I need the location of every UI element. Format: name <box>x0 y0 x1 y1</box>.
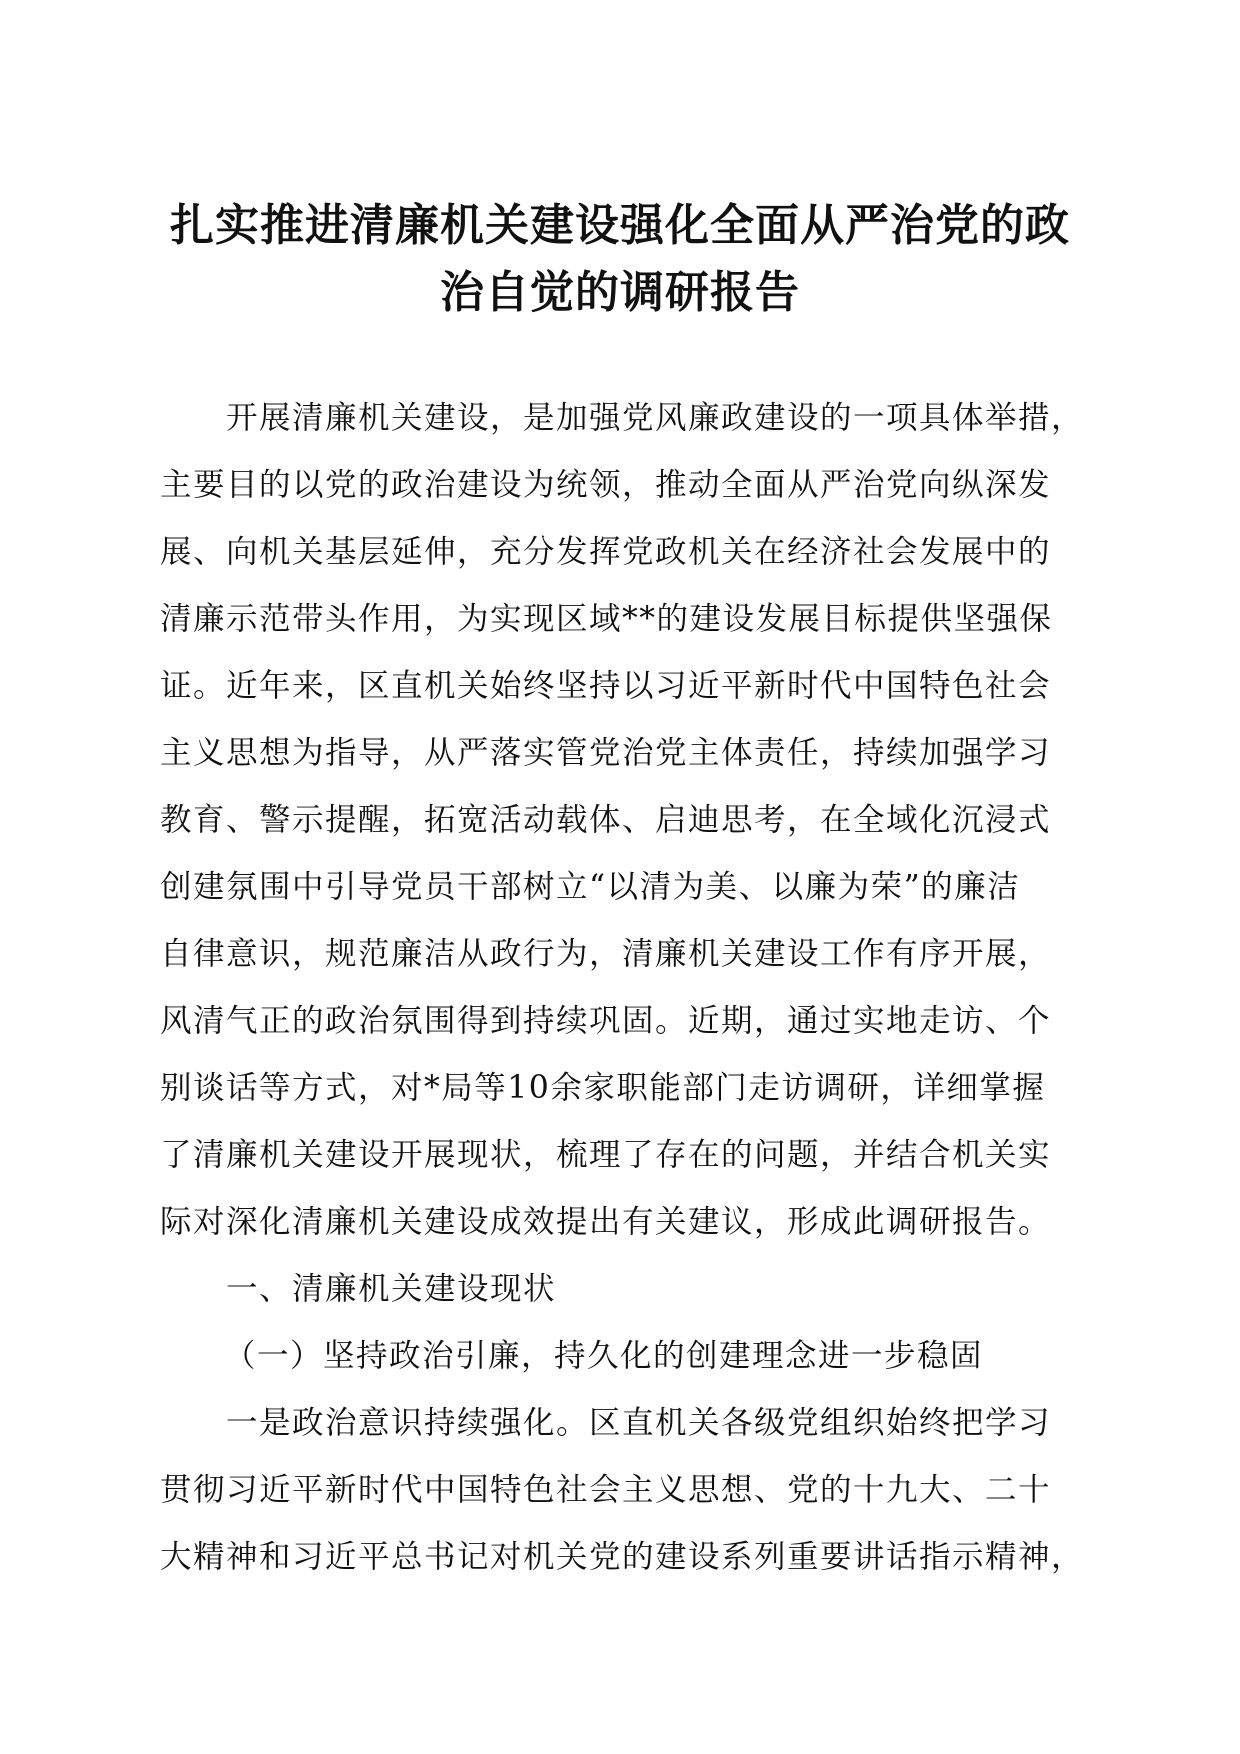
paragraph-line: 了清廉机关建设开展现状，梳理了存在的问题，并结合机关实 <box>160 1137 1052 1173</box>
paragraph-line: 大精神和习近平总书记对机关党的建设系列重要讲话指示精神， <box>160 1539 1085 1575</box>
paragraph-line: 创建氛围中引导党员干部树立“以清为美、以廉为荣”的廉洁 <box>160 869 1021 905</box>
document-title <box>150 192 1090 326</box>
paragraph-line: 一是政治意识持续强化。区直机关各级党组织始终把学习 <box>226 1405 1052 1441</box>
paragraph-line: 主义思想为指导，从严落实管党治党主体责任，持续加强学习 <box>160 735 1052 771</box>
paragraph-line: 清廉示范带头作用，为实现区域**的建设发展目标提供坚强保 <box>160 601 1053 637</box>
paragraph-line: 开展清廉机关建设，是加强党风廉政建设的一项具体举措， <box>226 400 1085 436</box>
paragraph-line: 证。近年来，区直机关始终坚持以习近平新时代中国特色社会 <box>160 668 1052 704</box>
section-heading: 一、清廉机关建设现状 <box>226 1271 557 1307</box>
paragraph-line: 自律意识，规范廉洁从政行为，清廉机关建设工作有序开展， <box>160 936 1052 972</box>
paragraph-line: 贯彻习近平新时代中国特色社会主义思想、党的十九大、二十 <box>160 1472 1052 1508</box>
paragraph-line: 教育、警示提醒，拓宽活动载体、启迪思考，在全域化沉浸式 <box>160 802 1052 838</box>
paragraph-line: 别谈话等方式，对*局等10余家职能部门走访调研，详细掌握 <box>160 1070 1046 1106</box>
subsection-heading: （一）坚持政治引廉，持久化的创建理念进一步稳固 <box>224 1338 984 1374</box>
paragraph-line: 主要目的以党的政治建设为统领，推动全面从严治党向纵深发 <box>160 467 1052 503</box>
title-line: 扎实推进清廉机关建设强化全面从严治党的政 <box>170 200 1070 251</box>
paragraph-line: 展、向机关基层延伸，充分发挥党政机关在经济社会发展中的 <box>160 534 1052 570</box>
title-line: 治自觉的调研报告 <box>440 267 800 318</box>
paragraph-line: 风清气正的政治氛围得到持续巩固。近期，通过实地走访、个 <box>160 1003 1052 1039</box>
paragraph-line: 际对深化清廉机关建设成效提出有关建议，形成此调研报告。 <box>160 1204 1052 1240</box>
document-body <box>160 385 1100 1591</box>
